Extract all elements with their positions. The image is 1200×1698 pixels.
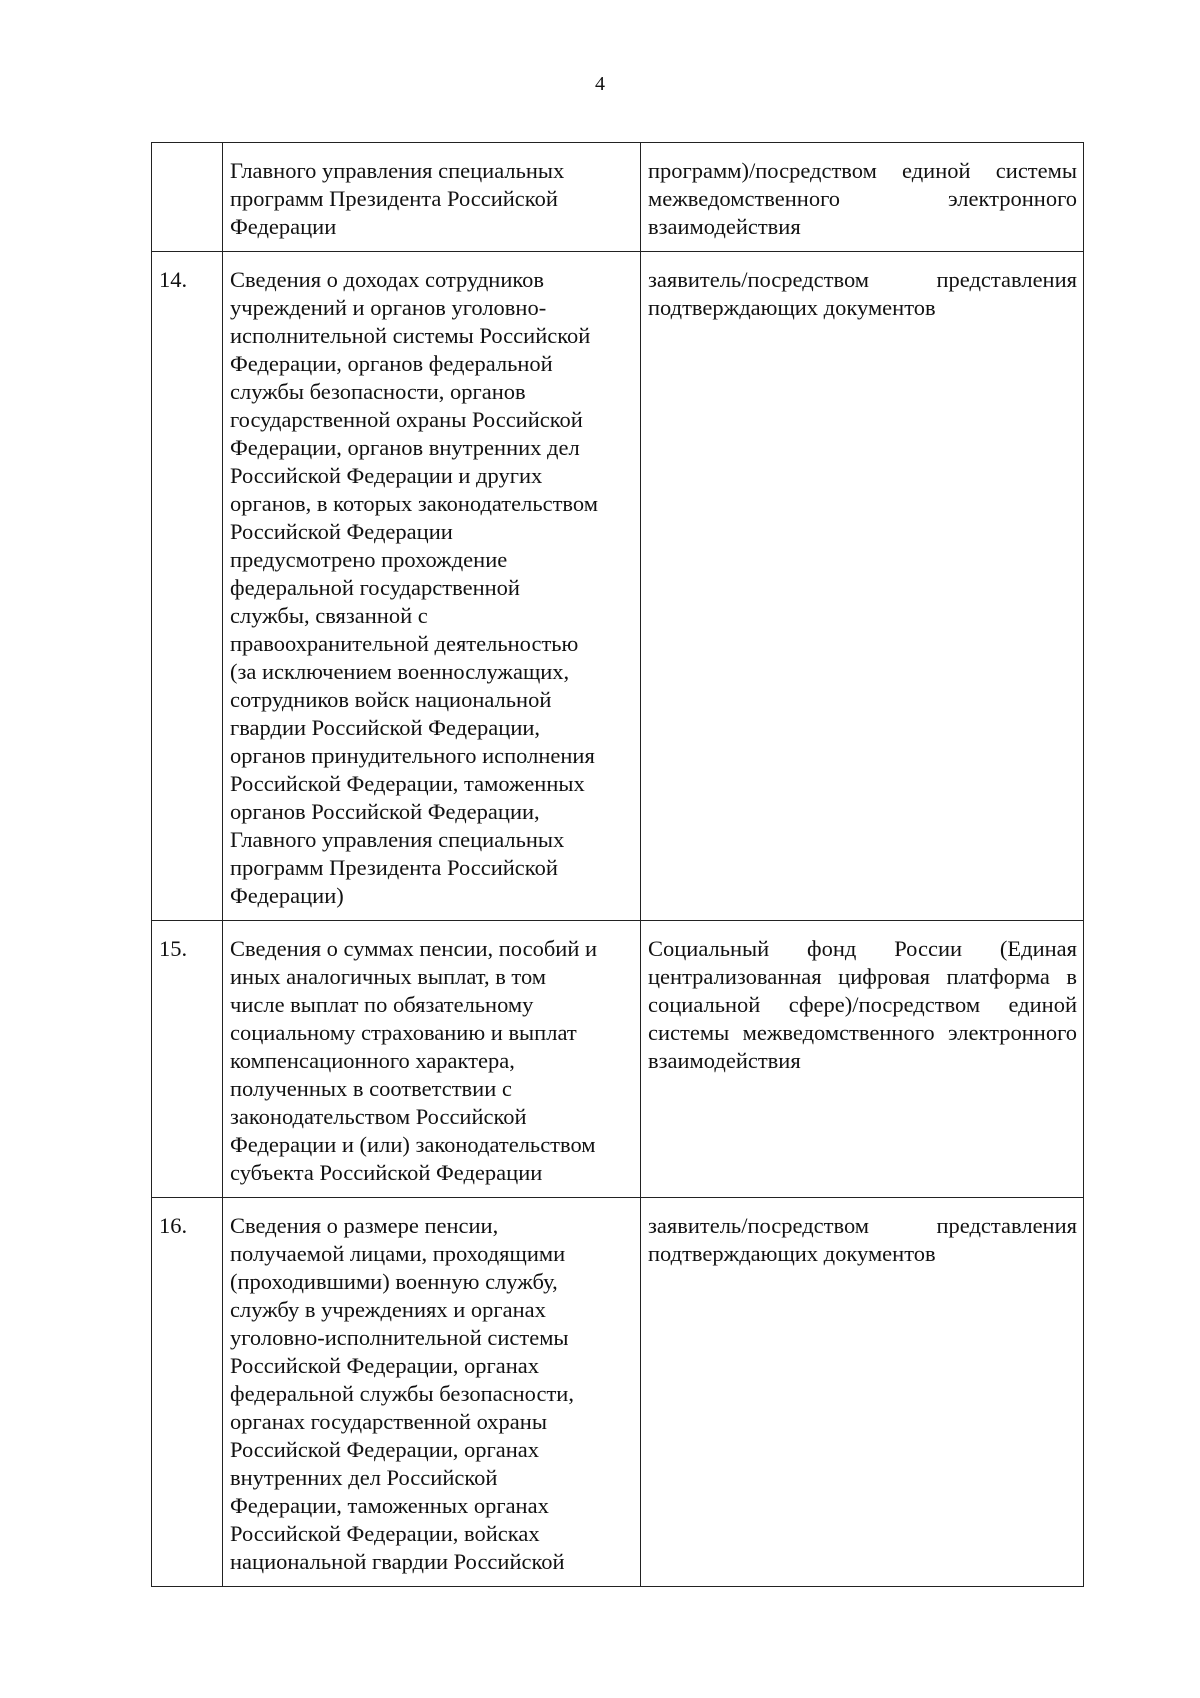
table-row-16 bbox=[152, 1198, 1084, 1587]
description-cell: Сведения о суммах пенсии, пособий и иных аналогичных выплат, в том числе выплат по обязательному социальному страхованию и выплат компенсационного характера, полученных в соответствии с законодательством Российской Федерации и (или) законодательством субъекта Российской Федерации bbox=[223, 921, 641, 1198]
row-number-cell bbox=[152, 143, 223, 252]
data-table bbox=[151, 142, 1084, 1587]
row-number-cell: 16. bbox=[152, 1198, 223, 1587]
row-number-cell: 15. bbox=[152, 921, 223, 1198]
table-row-14 bbox=[152, 252, 1084, 921]
table-row-continued bbox=[152, 143, 1084, 252]
description-cell: Сведения о доходах сотрудников учреждений и органов уголовно- исполнительной системы Российской Федерации, органов федеральной службы безопасности, органов государственной охраны Российской Федерации, органов внутренних дел Российской Федерации и других органов, в которых законодательством Российской Федерации предусмотрено прохождение федеральной государственной службы, связанной с правоохранительной деятельностью (за исключением военнослужащих, сотрудников войск национальной гвардии Российской Федерации, органов принудительного исполнения Российской Федерации, таможенных органов Российской Федерации, Главного управления специальных программ Президента Российской Федерации) bbox=[223, 252, 641, 921]
description-cell: Главного управления специальных программ Президента Российской Федерации bbox=[223, 143, 641, 252]
source-cell: заявитель/посредством представления подтверждающих документов bbox=[641, 1198, 1084, 1587]
source-cell: программ)/посредством единой системы межведомственного электронного взаимодействия bbox=[641, 143, 1084, 252]
page-number: 4 bbox=[595, 73, 605, 95]
source-cell: заявитель/посредством представления подтверждающих документов bbox=[641, 252, 1084, 921]
source-cell: Социальный фонд России (Единая централизованная цифровая платформа в социальной сфере)/посредством единой системы межведомственного электронного взаимодействия bbox=[641, 921, 1084, 1198]
description-cell: Сведения о размере пенсии, получаемой лицами, проходящими (проходившими) военную службу, службу в учреждениях и органах уголовно-исполнительной системы Российской Федерации, органах федеральной службы безопасности, органах государственной охраны Российской Федерации, органах внутренних дел Российской Федерации, таможенных органах Российской Федерации, войсках национальной гвардии Российской bbox=[223, 1198, 641, 1587]
row-number-cell: 14. bbox=[152, 252, 223, 921]
table-row-15 bbox=[152, 921, 1084, 1198]
